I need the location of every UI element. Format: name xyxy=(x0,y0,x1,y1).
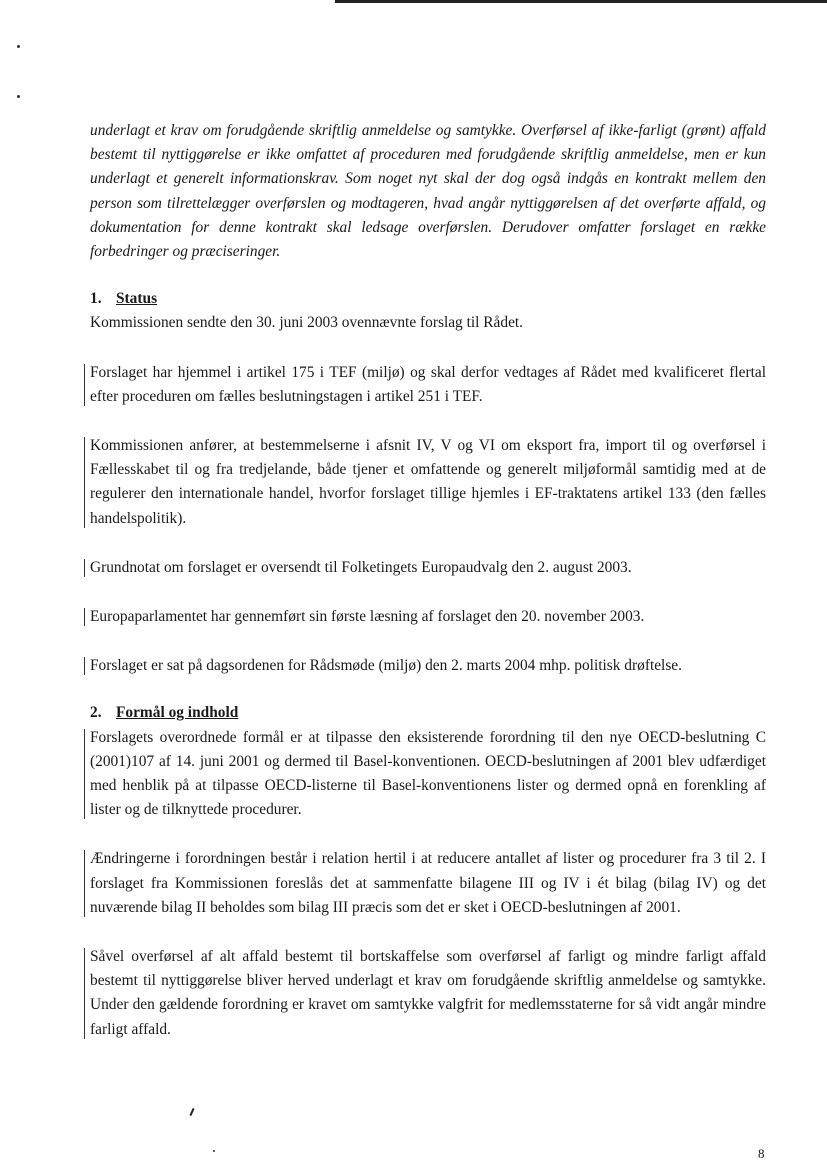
page-number: 8 xyxy=(758,1146,765,1161)
section-1-paragraph-1: Kommissionen sendte den 30. juni 2003 ovennævnte forslag til Rådet. xyxy=(90,314,524,332)
section-1-number: 1. xyxy=(90,290,102,308)
scan-speck xyxy=(17,95,20,98)
section-2-title: Formål og indhold xyxy=(116,704,239,722)
section-2-paragraph-2: Ændringerne i forordningen består i relation hertil i at reducere antallet af lister og procedurer fra 3 til 2. I forslaget fra Kommissionen foreslås det at sammenfatte bilagene III og IV i ét bilag (bilag IV) og det nuværende bilag II beholdes som bilag III præcis som det er sket i OECD-beslutningen af 2001. xyxy=(90,847,766,920)
section-1-paragraph-6: Forslaget er sat på dagsordenen for Rådsmøde (miljø) den 2. marts 2004 mhp. politisk drøftelse. xyxy=(90,654,766,678)
top-rule xyxy=(335,0,827,3)
section-2-number: 2. xyxy=(90,704,102,722)
scan-speck xyxy=(213,1150,215,1152)
section-2-heading xyxy=(90,701,766,725)
section-1-paragraph-5: Europaparlamentet har gennemført sin første læsning af forslaget den 20. november 2003. xyxy=(90,605,766,629)
intro-paragraph: underlagt et krav om forudgående skriftlig anmeldelse og samtykke. Overførsel af ikke-farligt (grønt) affald bestemt til nyttiggørelse er ikke omfattet af proceduren med forudgående skriftlig anmeldelse, men er kun underlagt et generelt informationskrav. Som noget nyt skal der dog også indgås en kontrakt mellem den person som tilrettelægger overførslen og modtageren, hvad angår nyttiggørelsen af det overførte affald, og dokumentation for denne kontrakt skal ledsage overførslen. Derudover omfatter forslaget en række forbedringer og præciseringer. xyxy=(90,122,766,261)
section-1-paragraph-4: Grundnotat om forslaget er oversendt til Folketingets Europaudvalg den 2. august 2003. xyxy=(90,556,766,580)
scan-mark xyxy=(189,1108,194,1116)
scan-speck xyxy=(17,45,20,48)
section-1-heading xyxy=(90,287,766,311)
document-body xyxy=(90,119,766,1042)
section-2-paragraph-1: Forslagets overordnede formål er at tilpasse den eksisterende forordning til den nye OECD-beslutning C (2001)107 af 14. juni 2001 og dermed til Basel-konventionen. OECD-beslutningen af 2001 blev udfærdiget med henblik på at tilpasse OECD-listerne til Basel-konventionens lister og dermed opnå en forenkling af lister og de tilknyttede procedurer. xyxy=(90,726,766,823)
section-1-paragraph-2: Forslaget har hjemmel i artikel 175 i TEF (miljø) og skal derfor vedtages af Rådet med kvalificeret flertal efter proceduren om fælles beslutningstagen i artikel 251 i TEF. xyxy=(90,361,766,409)
section-2-paragraph-3: Såvel overførsel af alt affald bestemt til bortskaffelse som overførsel af farligt og mindre farligt affald bestemt til nyttiggørelse bliver herved underlagt et krav om forudgående skriftlig anmeldelse og samtykke. Under den gældende forordning er kravet om samtykke valgfrit for medlemsstaterne for så vidt angår mindre farligt affald. xyxy=(90,945,766,1042)
section-1-paragraph-3: Kommissionen anfører, at bestemmelserne i afsnit IV, V og VI om eksport fra, import til og overførsel i Fællesskabet til og fra tredjelande, både tjener et omfattende og generelt miljøformål samtidig med at de regulerer den internationale handel, hvorfor forslaget tillige hjemles i EF-traktatens artikel 133 (den fælles handelspolitik). xyxy=(90,434,766,531)
section-1-title: Status xyxy=(116,290,158,308)
